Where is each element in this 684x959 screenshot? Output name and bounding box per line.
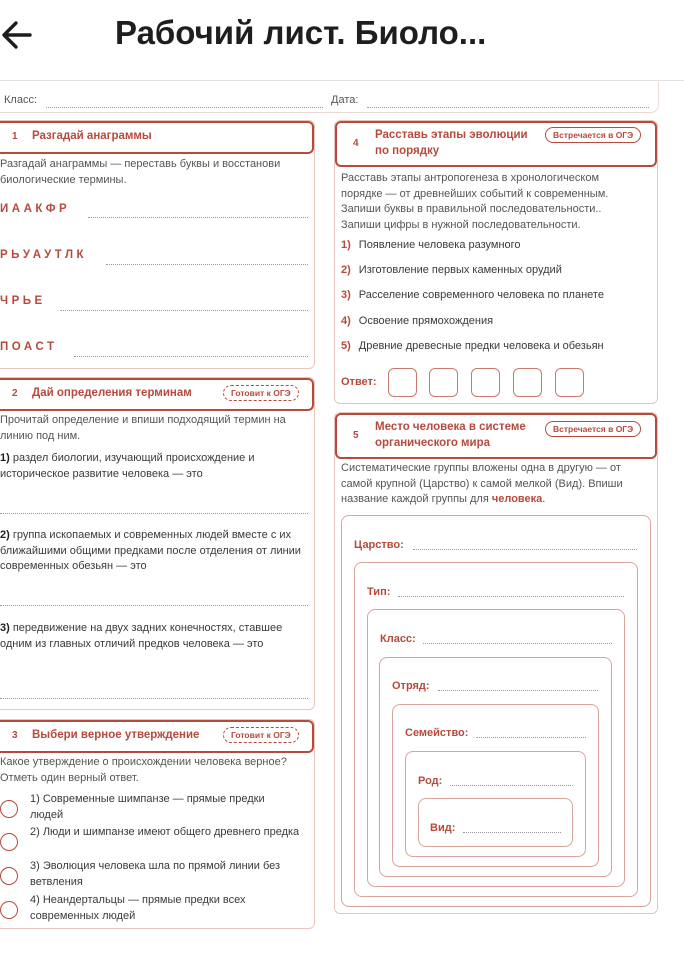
stage-5-num: 5)	[341, 340, 351, 352]
task2-item-3-num: 3)	[0, 622, 10, 634]
anagram-4: ПОАСТ	[0, 341, 58, 353]
task2-item-3	[0, 621, 306, 652]
task3-card	[0, 719, 315, 929]
task5-header	[335, 413, 657, 459]
task5-instruction	[341, 461, 651, 508]
stage-2	[341, 264, 562, 276]
option-3-radio[interactable]	[0, 867, 18, 885]
task4-instruction: Расставь этапы антропогенеза в хронологическом порядке — от древнейших событий к современным. Запиши буквы в правильной последовательности.. Запиши цифры в нужной последовательности.	[341, 172, 609, 231]
stage-1-text: Появление человека разумного	[358, 239, 521, 251]
taxon-class-label: Класс:	[380, 633, 416, 645]
task2-title: Дай определения терминам	[32, 387, 192, 399]
task2-badge: Готовит к ОГЭ	[223, 385, 299, 401]
class-date-row	[0, 82, 659, 113]
taxon-class-field[interactable]	[423, 642, 612, 644]
stage-5	[341, 340, 604, 352]
stage-1-num: 1)	[341, 239, 351, 251]
back-arrow-icon[interactable]	[0, 14, 40, 56]
task1-card	[0, 120, 315, 369]
anagram-3: ЧРЬЕ	[0, 295, 46, 307]
option-4-label[interactable]: 4) Неандертальцы — прямые предки всех современных людей	[30, 894, 246, 922]
task2-item-2-text: группа ископаемых и современных людей вместе с их ближайшими общими предками после отделения от линии современных обезьян — это	[0, 529, 301, 572]
task4-title: Расставь этапы эволюции по порядку	[375, 129, 528, 157]
phylum-label: Тип:	[367, 586, 391, 598]
kingdom-label: Царство:	[354, 539, 404, 551]
family-label: Семейство:	[405, 727, 469, 739]
task5-title: Место человека в системе органического мира	[375, 421, 526, 449]
task3-badge: Готовит к ОГЭ	[223, 727, 299, 743]
stage-4-num: 4)	[341, 315, 351, 327]
task3-header	[0, 720, 314, 753]
family-field[interactable]	[476, 736, 586, 738]
task5-instruction-post: .	[542, 493, 546, 505]
top-bar	[0, 0, 684, 80]
kingdom-field[interactable]	[413, 548, 637, 550]
anagram-1-answer[interactable]	[88, 216, 308, 218]
stage-5-text: Древние древесные предки человека и обезьян	[358, 340, 604, 352]
task4-header	[335, 121, 657, 167]
option-2-radio[interactable]	[0, 833, 18, 851]
option-2-label[interactable]: 2) Люди и шимпанзе имеют общего древнего предка	[30, 826, 300, 838]
answer-box-3[interactable]	[471, 368, 500, 397]
species-field[interactable]	[463, 831, 561, 833]
task3-title: Выбери верное утверждение	[32, 729, 200, 741]
option-4-radio[interactable]	[0, 901, 18, 919]
task3-number: 3	[12, 730, 18, 741]
task2-item-1	[0, 451, 306, 482]
option-1-radio[interactable]	[0, 800, 18, 818]
task2-item-1-text: раздел биологии, изучающий происхождение и историческое развитие человека — это	[0, 452, 255, 480]
answer-box-4[interactable]	[513, 368, 542, 397]
stage-2-num: 2)	[341, 264, 351, 276]
task5-instruction-pre: Систематические группы вложены одна в другую — от самой крупной (Царство) к самой мелкой (Вид). Впиши название каждой группы для	[341, 462, 623, 505]
stage-4	[341, 315, 493, 327]
task2-answer-1[interactable]	[0, 512, 308, 514]
genus-label: Род:	[418, 775, 443, 787]
task4-number: 4	[353, 138, 359, 149]
header-divider	[0, 80, 684, 81]
task5-badge: Встречается в ОГЭ	[545, 421, 641, 437]
genus-field[interactable]	[450, 784, 573, 786]
stage-4-text: Освоение прямохождения	[358, 315, 494, 327]
task2-item-1-num: 1)	[0, 452, 10, 464]
order-field[interactable]	[438, 689, 598, 691]
date-label: Дата:	[331, 94, 359, 106]
answer-box-1[interactable]	[388, 368, 417, 397]
task4-badge: Встречается в ОГЭ	[545, 127, 641, 143]
task2-item-2-num: 2)	[0, 529, 10, 541]
anagram-3-answer[interactable]	[60, 309, 308, 311]
task1-title: Разгадай анаграммы	[32, 130, 152, 142]
anagram-1: ИААКФР	[0, 203, 71, 215]
task1-instruction: Разгадай анаграммы — переставь буквы и восстанови биологические термины.	[0, 158, 281, 186]
task1-number: 1	[12, 131, 18, 142]
task2-item-2	[0, 528, 312, 575]
species-label: Вид:	[430, 822, 456, 834]
task2-item-3-text: передвижение на двух задних конечностях, ставшее одним из главных отличий предков человека — это	[0, 622, 283, 650]
task3-instruction: Какое утверждение о происхождении человека верное? Отметь один верный ответ.	[0, 756, 287, 784]
task2-instruction: Прочитай определение и впиши подходящий термин на линию под ним.	[0, 414, 286, 442]
task5-number: 5	[353, 430, 359, 441]
task2-number: 2	[12, 388, 18, 399]
answer-box-2[interactable]	[429, 368, 458, 397]
anagram-2-answer[interactable]	[106, 263, 308, 265]
task2-header	[0, 378, 314, 411]
class-field[interactable]	[46, 106, 323, 108]
anagram-2: РЬУАУТЛК	[0, 249, 88, 261]
task4-card	[334, 120, 658, 404]
class-label: Класс:	[4, 94, 37, 106]
option-1-label[interactable]: 1) Современные шимпанзе — прямые предки людей	[30, 793, 265, 821]
phylum-field[interactable]	[398, 595, 624, 597]
date-field[interactable]	[367, 106, 649, 108]
task1-header	[0, 121, 314, 154]
stage-3	[341, 289, 604, 301]
answer-label: Ответ:	[341, 376, 377, 388]
stage-3-num: 3)	[341, 289, 351, 301]
task2-card	[0, 377, 315, 710]
order-label: Отряд:	[392, 680, 430, 692]
anagram-4-answer[interactable]	[74, 355, 308, 357]
answer-box-5[interactable]	[555, 368, 584, 397]
stage-2-text: Изготовление первых каменных орудий	[358, 264, 562, 276]
stage-1	[341, 239, 521, 251]
page-title: Рабочий лист. Биоло...	[115, 14, 487, 51]
task2-answer-2[interactable]	[0, 604, 308, 606]
option-3-label[interactable]: 3) Эволюция человека шла по прямой линии без ветвления	[30, 860, 281, 888]
task5-instruction-highlight: человека	[491, 493, 543, 505]
stage-3-text: Расселение современного человека по планете	[358, 289, 604, 301]
task2-answer-3[interactable]	[0, 697, 308, 699]
